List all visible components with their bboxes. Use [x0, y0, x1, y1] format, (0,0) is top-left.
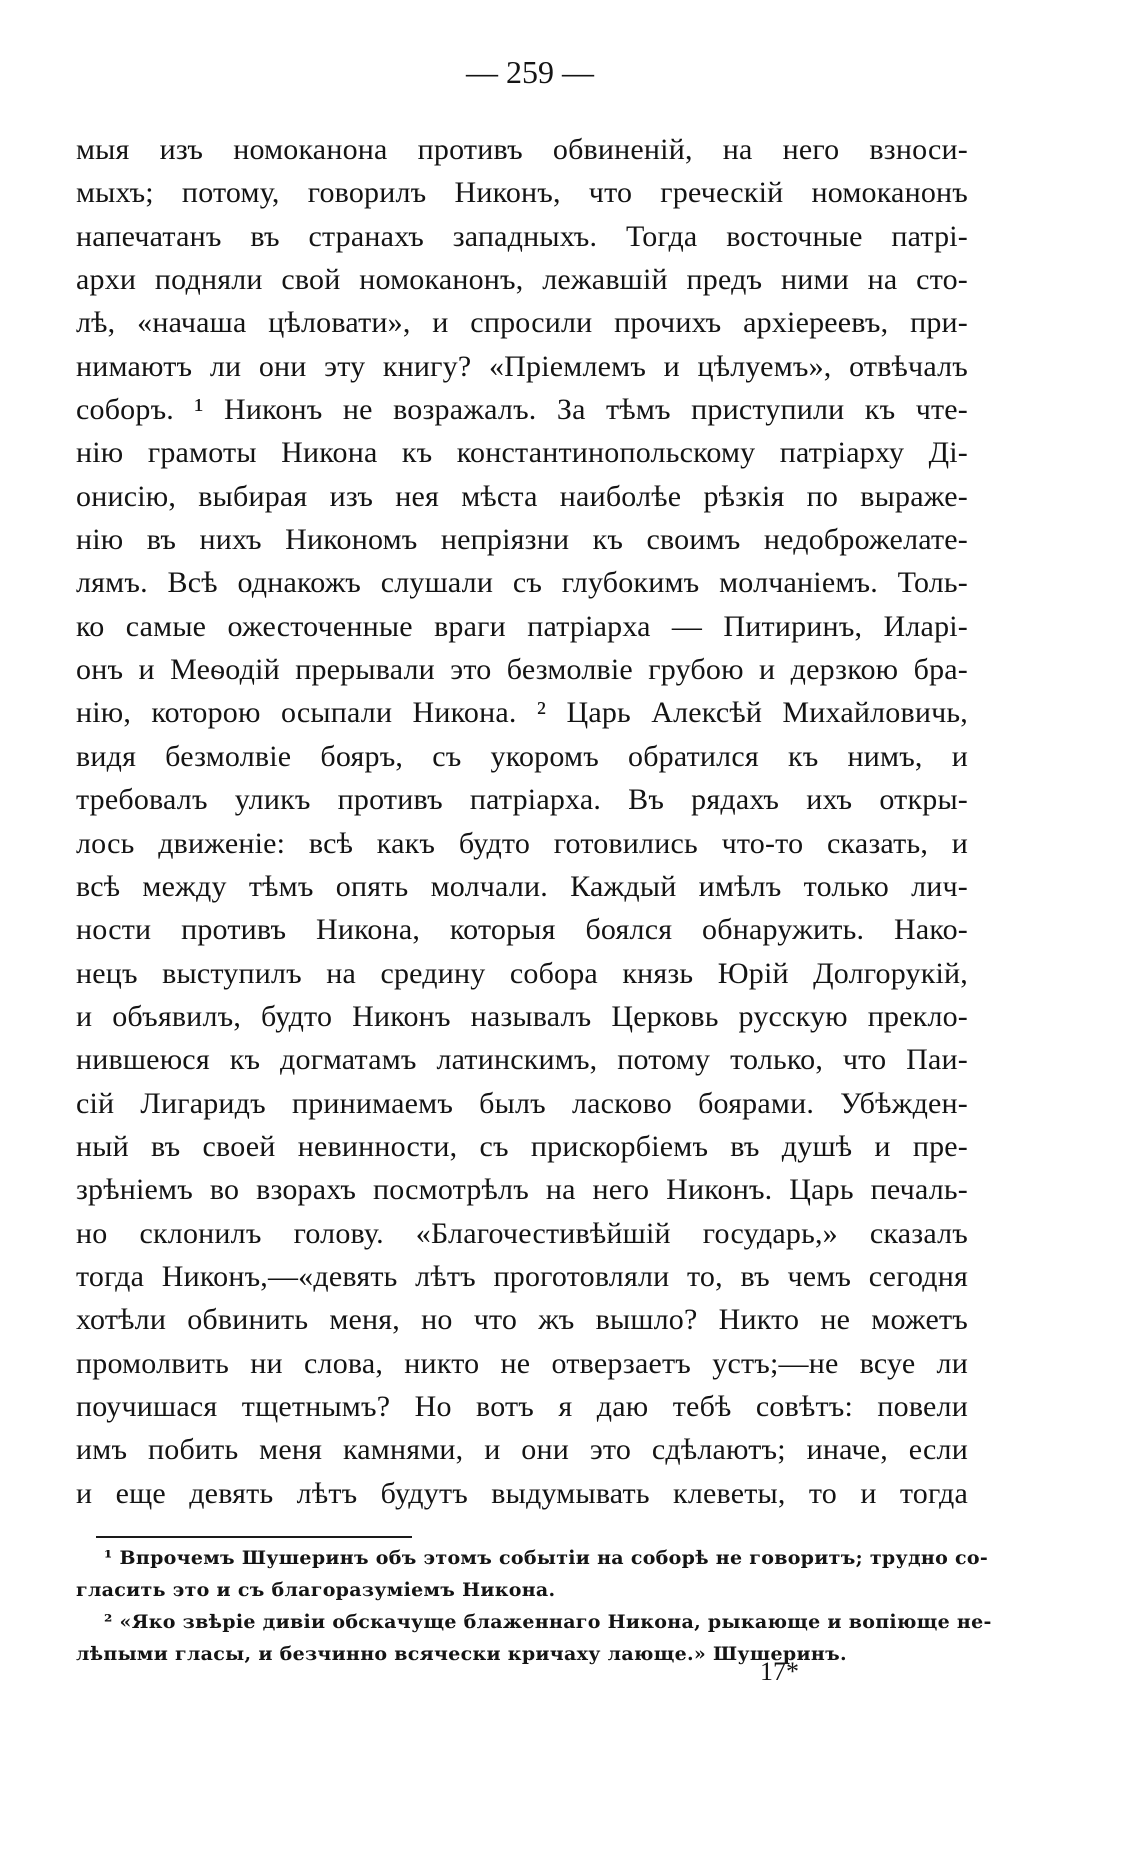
- text-line: лямъ. Всѣ однакожъ слушали съ глубокимъ молчаніемъ. Толь-: [76, 566, 968, 600]
- footnote-line: лѣпыми гласы, и безчинно всячески кричаху лающе.» Шушеринъ.: [76, 1643, 847, 1665]
- text-line: тогда Никонъ,—«девять лѣтъ проготовляли то, въ чемъ сегодня: [76, 1259, 968, 1293]
- text-line: сій Лигаридъ принимаемъ былъ ласково боярами. Убѣжден-: [76, 1086, 968, 1120]
- text-line: хотѣли обвинить меня, но что жъ вышло? Никто не можетъ: [76, 1303, 968, 1337]
- text-line: лѣ, «начаша цѣловати», и спросили прочихъ архіереевъ, при-: [76, 306, 968, 340]
- text-line: напечатанъ въ странахъ западныхъ. Тогда восточные патрі-: [76, 219, 968, 253]
- footnote-divider: [96, 1536, 412, 1538]
- text-line: имъ побить меня камнями, и они это сдѣлаютъ; иначе, если: [76, 1433, 968, 1467]
- footnote-line: ² «Яко звѣріе дивіи обскачуще блаженнаго Никона, рыкающе и вопіюще не-: [104, 1611, 992, 1633]
- text-line: ко самые ожесточенные враги патріарха — Питиринъ, Иларі-: [76, 609, 968, 643]
- text-line: мыхъ; потому, говорилъ Никонъ, что греческій номоканонъ: [76, 176, 968, 210]
- text-line: промолвить ни слова, никто не отверзаетъ устъ;—не всуе ли: [76, 1346, 968, 1380]
- text-line: требовалъ уликъ противъ патріарха. Въ рядахъ ихъ откры-: [76, 783, 968, 817]
- text-line: лось движеніе: всѣ какъ будто готовились что-то сказать, и: [76, 826, 968, 860]
- text-line: нецъ выступилъ на средину собора князь Юрій Долгорукій,: [76, 956, 968, 990]
- text-line: и объявилъ, будто Никонъ называлъ Церковь русскую прекло-: [76, 999, 968, 1033]
- text-line: и еще девять лѣтъ будутъ выдумывать клеветы, то и тогда: [76, 1476, 968, 1510]
- text-line: всѣ между тѣмъ опять молчали. Каждый имѣлъ только лич-: [76, 869, 968, 903]
- page-number: — 259 —: [466, 54, 594, 90]
- footnote-line: ¹ Впрочемъ Шушеринъ объ этомъ событіи на соборѣ не говоритъ; трудно со-: [104, 1547, 989, 1569]
- text-line: но склонилъ голову. «Благочестивѣйшій государь,» сказалъ: [76, 1216, 968, 1250]
- footnotes: [76, 1542, 992, 1670]
- text-line: нимаютъ ли они эту книгу? «Пріемлемъ и цѣлуемъ», отвѣчалъ: [76, 349, 968, 383]
- text-line: нію грамоты Никона къ константинопольскому патріарху Ді-: [76, 436, 968, 470]
- text-line: нію въ нихъ Никономъ непріязни къ своимъ недоброжелате-: [76, 523, 968, 557]
- text-line: нію, которою осыпали Никона. ² Царь Алексѣй Михайловичь,: [76, 696, 968, 730]
- text-line: ности противъ Никона, которыя боялся обнаружить. Нако-: [76, 913, 968, 947]
- text-line: видя безмолвіе бояръ, съ укоромъ обратился къ нимъ, и: [76, 739, 968, 773]
- text-line: соборъ. ¹ Никонъ не возражалъ. За тѣмъ приступили къ чте-: [76, 393, 968, 427]
- main-text: [76, 128, 968, 1515]
- text-line: онъ и Меѳодій прерывали это безмолвіе грубою и дерзкою бра-: [76, 653, 968, 687]
- printer-signature: 17*: [760, 1657, 799, 1686]
- text-line: онисію, выбирая изъ нея мѣста наиболѣе рѣзкія по выраже-: [76, 479, 968, 513]
- footnote-line: гласить это и съ благоразуміемъ Никона.: [76, 1579, 556, 1601]
- text-line: зрѣніемъ во взорахъ посмотрѣлъ на него Никонъ. Царь печаль-: [76, 1173, 968, 1207]
- text-line: ный въ своей невинности, съ прискорбіемъ въ душѣ и пре-: [76, 1129, 968, 1163]
- text-line: мыя изъ номоканона противъ обвиненій, на него взноси-: [76, 133, 968, 166]
- text-line: архи подняли свой номоканонъ, лежавшій предъ ними на сто-: [76, 263, 968, 297]
- text-line: нившеюся къ догматамъ латинскимъ, потому только, что Паи-: [76, 1043, 968, 1077]
- text-line: поучишася тщетнымъ? Но вотъ я даю тебѣ совѣтъ: повели: [76, 1389, 968, 1423]
